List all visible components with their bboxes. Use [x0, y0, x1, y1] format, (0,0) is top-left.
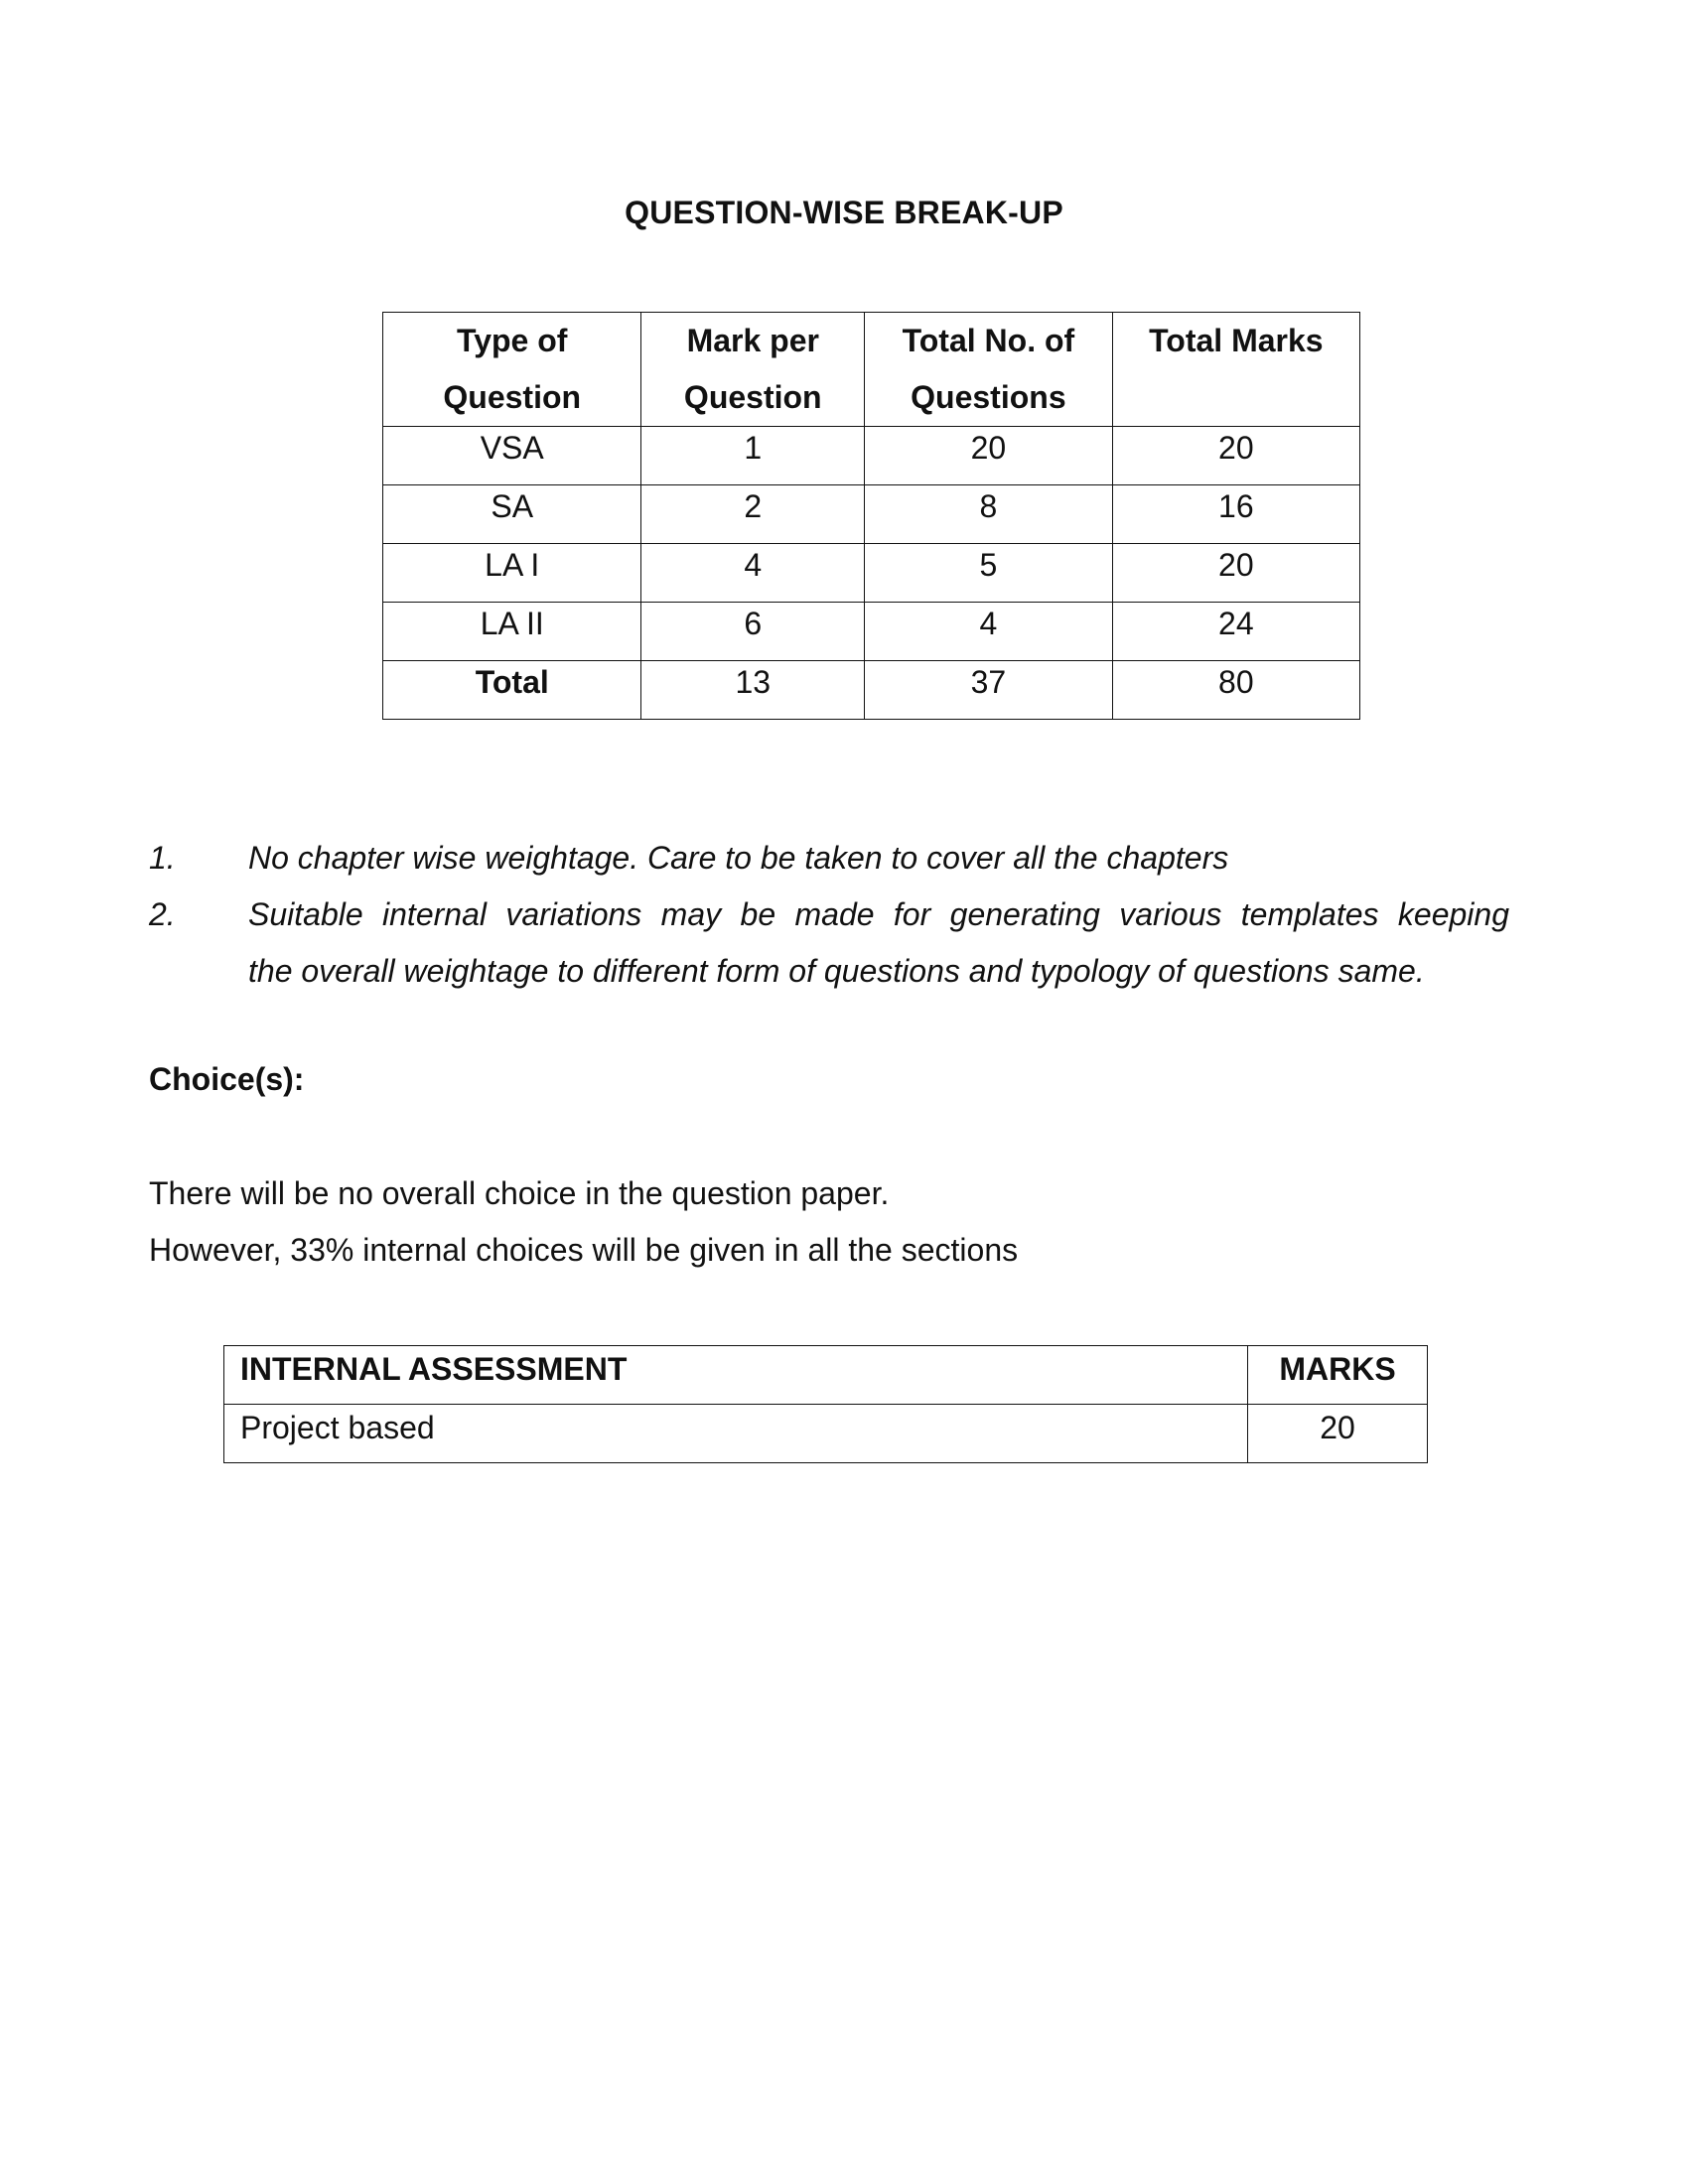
- header-internal-assessment: INTERNAL ASSESSMENT: [224, 1346, 1248, 1405]
- choice-heading: Choice(s):: [149, 1061, 305, 1097]
- table-header-row: [224, 1346, 1428, 1405]
- cell-count: 4: [865, 603, 1113, 661]
- table-row: [383, 544, 1360, 603]
- note-number: 1.: [149, 840, 176, 876]
- note-text: [248, 887, 1509, 1000]
- cell-count: 8: [865, 485, 1113, 544]
- cell-type: LA II: [383, 603, 641, 661]
- note-number: 2.: [149, 896, 176, 932]
- list-item: [149, 830, 1509, 887]
- header-total-questions: Total No. of Questions: [865, 313, 1113, 427]
- cell-total: 16: [1112, 485, 1359, 544]
- cell-type: LA I: [383, 544, 641, 603]
- page-title: QUESTION-WISE BREAK-UP: [625, 195, 1063, 230]
- note-text: No chapter wise weightage. Care to be taken to cover all the chapters: [248, 840, 1229, 876]
- cell-mark: 6: [641, 603, 865, 661]
- list-item: [149, 887, 1509, 1000]
- table-row: [383, 485, 1360, 544]
- cell-count: 5: [865, 544, 1113, 603]
- choice-paragraph: However, 33% internal choices will be given in all the sections: [149, 1232, 1019, 1268]
- header-marks: MARKS: [1248, 1346, 1428, 1405]
- header-mark-per-question: Mark per Question: [641, 313, 865, 427]
- cell-total: 24: [1112, 603, 1359, 661]
- table-total-row: [383, 661, 1360, 720]
- cell-total: 80: [1112, 661, 1359, 720]
- note-line: Suitable internal variations may be made for generating various templates keeping: [248, 896, 1509, 932]
- cell-total: 20: [1112, 427, 1359, 485]
- cell-type: VSA: [383, 427, 641, 485]
- table-header-row: [383, 313, 1360, 427]
- cell-mark: 4: [641, 544, 865, 603]
- note-line: the overall weightage to different form of questions and typology of questions same.: [248, 953, 1425, 989]
- internal-assessment-table: [223, 1345, 1428, 1463]
- header-total-marks: Total Marks: [1112, 313, 1359, 427]
- cell-type: Total: [383, 661, 641, 720]
- cell-mark: 1: [641, 427, 865, 485]
- cell-type: SA: [383, 485, 641, 544]
- header-type-of-question: Type of Question: [383, 313, 641, 427]
- cell-mark: 13: [641, 661, 865, 720]
- table-row: [224, 1405, 1428, 1463]
- cell-total: 20: [1112, 544, 1359, 603]
- choice-paragraph: There will be no overall choice in the question paper.: [149, 1175, 890, 1211]
- cell-assessment-label: Project based: [224, 1405, 1248, 1463]
- question-breakup-table: [382, 312, 1360, 720]
- cell-assessment-marks: 20: [1248, 1405, 1428, 1463]
- cell-count: 20: [865, 427, 1113, 485]
- table-row: [383, 603, 1360, 661]
- cell-mark: 2: [641, 485, 865, 544]
- table-row: [383, 427, 1360, 485]
- cell-count: 37: [865, 661, 1113, 720]
- notes-list: [149, 830, 1509, 1000]
